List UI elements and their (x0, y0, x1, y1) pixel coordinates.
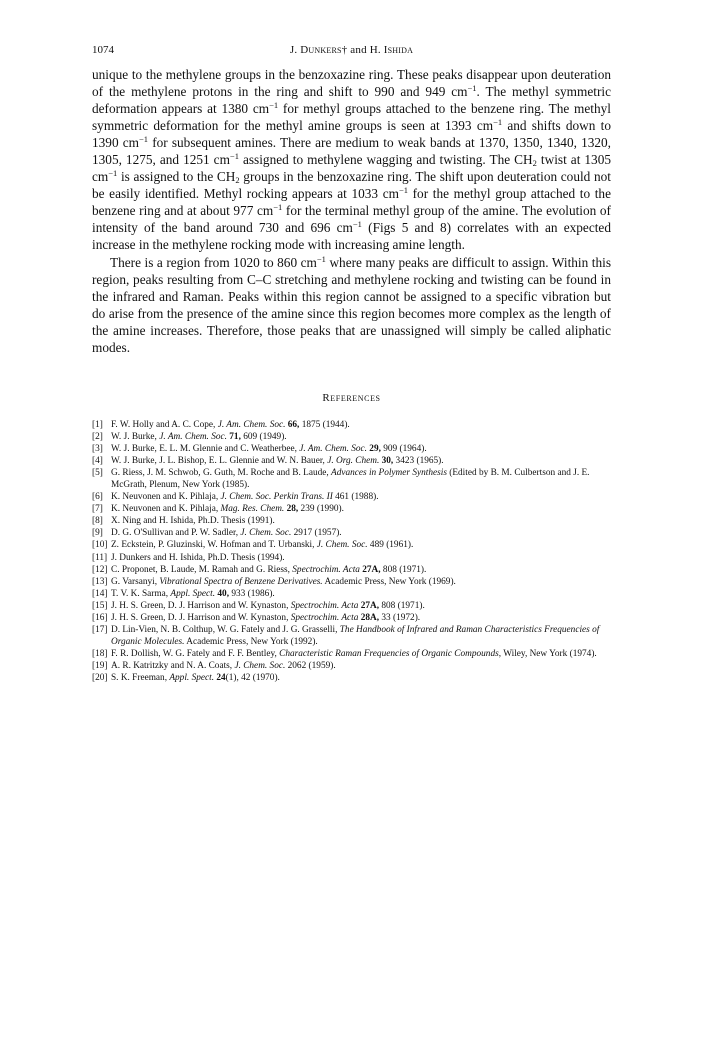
reference-number: [4] (92, 456, 103, 467)
reference-source: Spectrochim. Acta (292, 564, 360, 575)
reference-number: [16] (92, 612, 108, 623)
reference-authors: J. H. S. Green, D. J. Harrison and W. Kynaston, (111, 612, 291, 623)
reference-number: [11] (92, 552, 108, 563)
reference-source: Advances in Polymer Synthesis (331, 468, 447, 479)
reference-source: J. Am. Chem. Soc. (159, 432, 227, 443)
text-run: . The methyl symmetric deformation appears at 1380 cm (92, 84, 611, 117)
reference-authors: X. Ning and H. Ishida, Ph.D. Thesis (1991). (111, 516, 275, 527)
text-run: (Figs 5 and 8) correlates with an expected increase in the methylene rocking mode with increasing amine length. (92, 220, 611, 253)
superscript: −1 (229, 151, 239, 162)
reference-source: J. Am. Chem. Soc. (299, 444, 367, 455)
reference-authors: J. Dunkers and H. Ishida, Ph.D. Thesis (1994). (111, 552, 285, 563)
running-head (92, 44, 611, 56)
reference-volume: 24 (214, 672, 226, 683)
text-run: and shifts down to 1390 cm (92, 118, 611, 151)
reference-item (92, 624, 611, 648)
reference-detail: Academic Press, New York (1992). (184, 636, 318, 647)
reference-number: [15] (92, 600, 108, 611)
text-run: unique to the methylene groups in the benzoxazine ring. These peaks disappear upon deuteration of the methylene protons in the ring and shift to 990 and 949 cm (92, 67, 611, 100)
superscript: −1 (467, 83, 477, 94)
reference-authors: G. Varsanyi, (111, 576, 160, 587)
reference-source: J. Chem. Soc. (240, 528, 292, 539)
running-head-author1: Dunkers (300, 44, 342, 56)
superscript: −1 (316, 253, 326, 264)
superscript: −1 (139, 134, 149, 145)
reference-item (92, 491, 611, 503)
reference-source: J. Am. Chem. Soc. (217, 420, 286, 430)
running-head-mid: and H. (347, 44, 384, 56)
reference-detail: 3423 (1965). (393, 456, 444, 467)
reference-volume: 40, (215, 588, 230, 599)
running-head-prefix: J. (289, 44, 301, 56)
reference-item (92, 564, 611, 576)
reference-authors: W. J. Burke, J. L. Bishop, E. L. Glennie and W. N. Bauer, (111, 456, 328, 467)
reference-authors: W. J. Burke, E. L. M. Glennie and C. Weatherbee, (111, 444, 300, 455)
text-run: twist at 1305 cm (92, 152, 611, 185)
reference-number: [3] (92, 444, 103, 455)
reference-detail: Wiley, New York (1974). (501, 648, 597, 659)
reference-item (92, 612, 611, 624)
references-list (92, 419, 611, 684)
reference-source: Mag. Res. Chem. (220, 504, 285, 515)
text-run: where many peaks are difficult to assign. Within this region, peaks resulting from C–C stretching and methylene rocking and twisting can be found in the infrared and Raman. Peaks within this region cannot be assigned to a specific vibration but do arise from the presence of the amine since this region becomes more complex as the length of the amine increases. Therefore, those peaks that are unassigned will simply be called aliphatic modes. (92, 254, 611, 355)
reference-source: Spectrochim. Acta (290, 600, 359, 611)
text-run: for subsequent amines. There are medium to weak bands at 1370, 1350, 1340, 1320, 1305, 1275, and 1251 cm (92, 135, 611, 168)
reference-source: J. Chem. Soc. Perkin Trans. II (220, 492, 333, 503)
text-run: assigned to methylene wagging and twisting. The CH (238, 152, 533, 168)
reference-number: [19] (92, 660, 108, 671)
reference-item (92, 576, 611, 588)
reference-number: [13] (92, 576, 108, 587)
reference-volume: 71, (226, 432, 241, 443)
body-text (92, 66, 611, 356)
reference-detail: (Edited by B. M. Culbertson and J. E. McGrath, Plenum, New York (1985). (111, 468, 590, 491)
text-run: for the methyl group attached to the benzene ring and at about 977 cm (92, 186, 611, 219)
reference-item (92, 527, 611, 539)
reference-detail: 609 (1949). (240, 432, 287, 443)
text-run: for the terminal methyl group of the amine. The evolution of intensity of the band around 730 and 696 cm (92, 203, 611, 236)
reference-source: The Handbook of Infrared and Raman Characteristics Frequencies of Organic Molecules. (111, 624, 600, 647)
reference-number: [20] (92, 672, 108, 683)
reference-item (92, 600, 611, 612)
reference-item (92, 539, 611, 551)
reference-authors: D. G. O'Sullivan and P. W. Sadler, (111, 528, 241, 539)
reference-source: Vibrational Spectra of Benzene Derivatives. (159, 576, 323, 587)
reference-detail: (1), 42 (1970). (225, 672, 280, 683)
reference-authors: S. K. Freeman, (111, 672, 170, 683)
reference-item (92, 443, 611, 455)
reference-detail: 33 (1972). (379, 612, 421, 623)
reference-authors: Z. Eckstein, P. Gluzinski, W. Hofman and T. Urbanski, (111, 540, 317, 551)
superscript: −1 (269, 100, 279, 111)
reference-source: Appl. Spect. (170, 588, 216, 599)
reference-number: [18] (92, 648, 108, 659)
subscript: 2 (532, 158, 537, 169)
reference-detail: 808 (1971). (380, 564, 427, 575)
reference-number: [17] (92, 624, 108, 635)
text-run: for methyl groups attached to the benzene ring. The methyl symmetric deformation for the methyl amine groups is seen at 1393 cm (92, 101, 611, 134)
page-number: 1074 (92, 44, 114, 56)
subscript: 2 (235, 175, 240, 186)
reference-volume: 27A, (359, 564, 381, 575)
reference-item (92, 672, 611, 684)
reference-authors: G. Riess, J. M. Schwob, G. Guth, M. Roche and B. Laude, (111, 468, 332, 479)
reference-number: [7] (92, 504, 103, 515)
reference-authors: F. R. Dollish, W. G. Fately and F. F. Bentley, (111, 648, 280, 659)
reference-number: [2] (92, 432, 103, 443)
reference-detail: 2917 (1957). (291, 528, 342, 539)
reference-authors: D. Lin-Vien, N. B. Colthup, W. G. Fately and J. G. Grasselli, (111, 624, 340, 635)
reference-number: [14] (92, 588, 108, 599)
reference-detail: Academic Press, New York (1969). (322, 576, 456, 587)
reference-item (92, 660, 611, 672)
reference-source: J. Org. Chem. (327, 456, 380, 467)
reference-volume: 28A, (358, 612, 380, 623)
reference-source: J. Chem. Soc. (234, 660, 286, 671)
reference-item (92, 503, 611, 515)
reference-source: J. Chem. Soc. (316, 540, 368, 551)
text-run: is assigned to the CH (117, 169, 236, 185)
reference-number: [12] (92, 564, 108, 575)
reference-volume: 29, (366, 444, 381, 455)
reference-number: [10] (92, 540, 108, 551)
reference-item (92, 648, 611, 660)
reference-detail: 239 (1990). (298, 504, 344, 515)
paragraph-2 (92, 254, 611, 356)
reference-detail: 489 (1961). (367, 540, 414, 551)
reference-authors: K. Neuvonen and K. Pihlaja, (111, 492, 221, 503)
running-head-author2: Ishida (383, 44, 414, 56)
reference-volume: 27A, (358, 600, 380, 611)
reference-source: Characteristic Raman Frequencies of Organic Compounds, (279, 648, 502, 659)
reference-number: [8] (92, 516, 103, 527)
reference-item (92, 588, 611, 600)
reference-number: [6] (92, 492, 103, 503)
reference-item (92, 455, 611, 467)
superscript: −1 (352, 219, 362, 230)
reference-detail: 909 (1964). (380, 444, 427, 455)
reference-authors: J. H. S. Green, D. J. Harrison and W. Kynaston, (111, 600, 291, 611)
reference-item (92, 419, 611, 431)
reference-detail: 808 (1971). (379, 600, 425, 611)
text-run: groups in the benzoxazine ring. The shift upon deuteration could not be easily identified. Methyl rocking appears at 1033 cm (92, 169, 611, 202)
reference-detail: 461 (1988). (332, 492, 379, 503)
reference-volume: 30, (379, 456, 394, 467)
reference-authors: T. V. K. Sarma, (111, 588, 171, 599)
reference-detail: 1875 (1944). (299, 420, 350, 430)
reference-authors: F. W. Holly and A. C. Cope, (111, 420, 218, 430)
references-heading: References (322, 392, 381, 404)
reference-volume: 28, (284, 504, 299, 515)
reference-item (92, 467, 611, 491)
reference-source: Spectrochim. Acta (290, 612, 359, 623)
reference-source: Appl. Spect. (169, 672, 215, 683)
reference-number: [1] (92, 420, 103, 430)
running-head-dagger: † (341, 44, 348, 56)
reference-detail: 2062 (1959). (285, 660, 336, 671)
superscript: −1 (108, 168, 118, 179)
reference-detail: 933 (1986). (229, 588, 275, 599)
reference-item (92, 515, 611, 527)
reference-authors: K. Neuvonen and K. Pihlaja, (111, 504, 221, 515)
reference-authors: W. J. Burke, (111, 432, 160, 443)
reference-item (92, 552, 611, 564)
superscript: −1 (398, 185, 408, 196)
reference-number: [9] (92, 528, 103, 539)
reference-volume: 66, (285, 420, 300, 430)
reference-number: [5] (92, 468, 103, 479)
reference-authors: A. R. Katritzky and N. A. Coats, (111, 660, 235, 671)
page-header (92, 44, 611, 60)
reference-item (92, 431, 611, 443)
superscript: −1 (493, 117, 503, 128)
superscript: −1 (273, 202, 283, 213)
text-run: There is a region from 1020 to 860 cm (110, 254, 317, 270)
paragraph-1 (92, 66, 611, 254)
reference-authors: C. Proponet, B. Laude, M. Ramah and G. Riess, (111, 564, 293, 575)
